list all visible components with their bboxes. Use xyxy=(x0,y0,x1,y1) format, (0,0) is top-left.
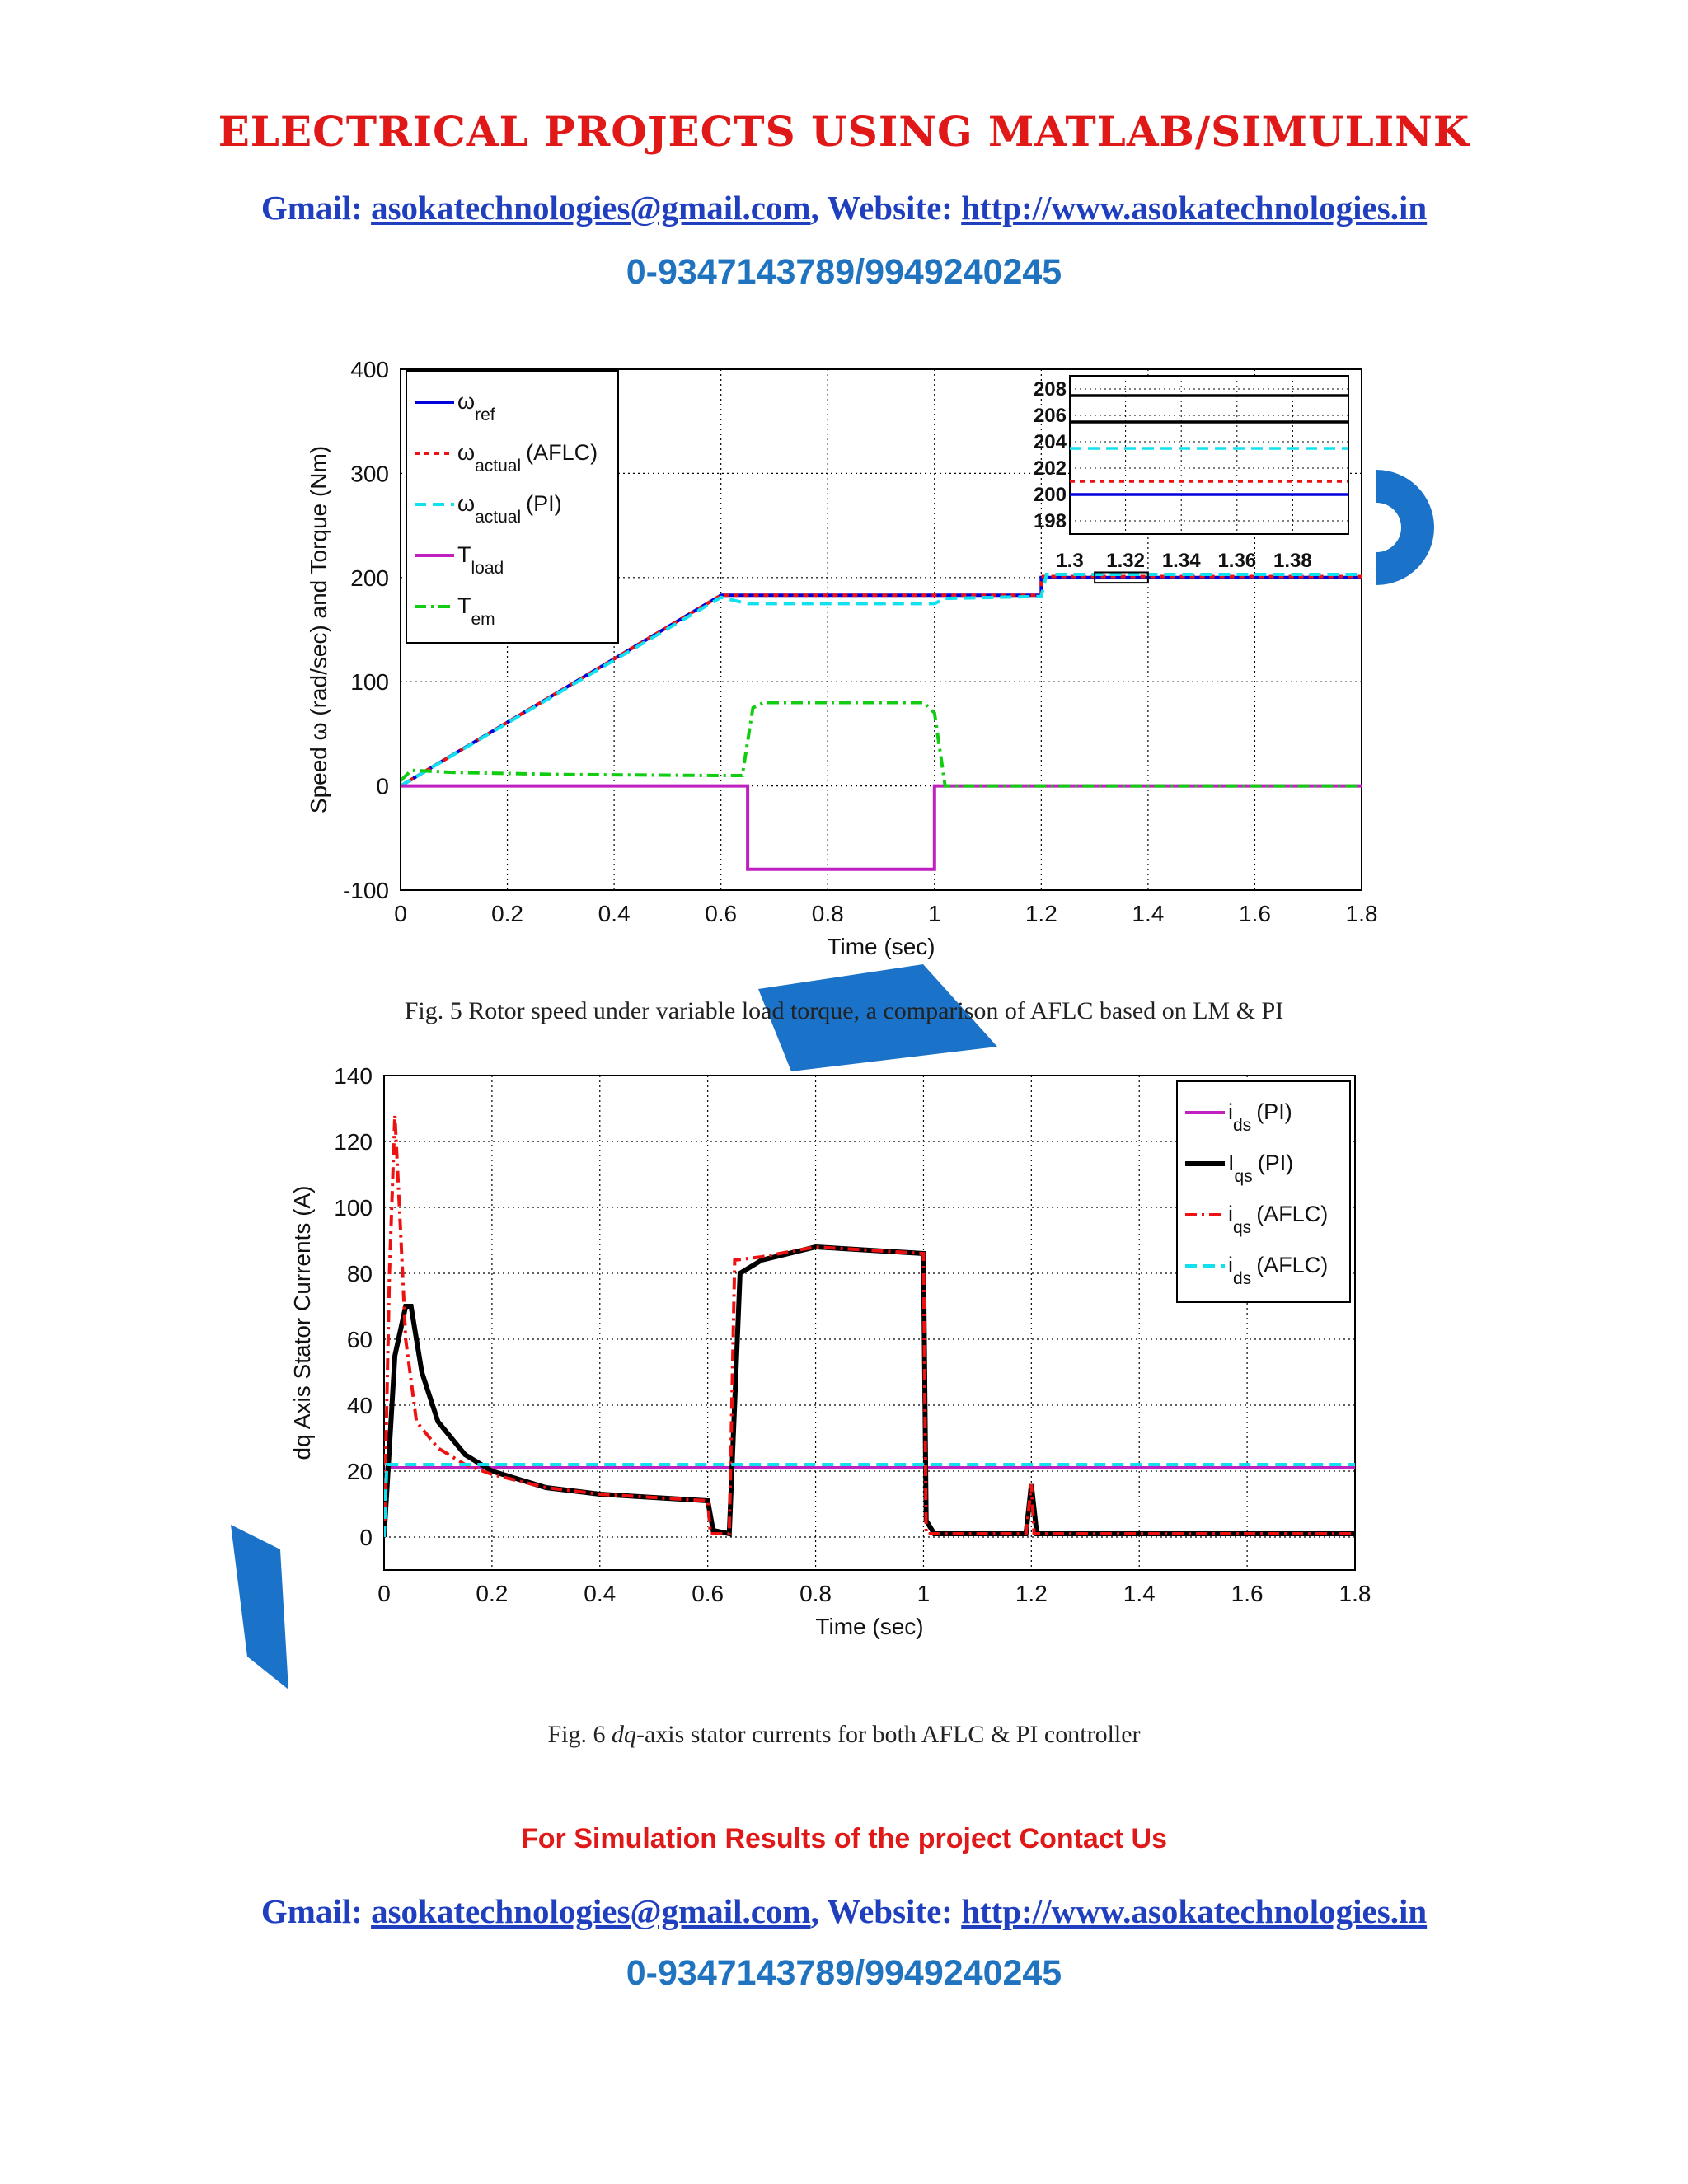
inset-x-tick: 1.38 xyxy=(1273,550,1312,572)
chart-legend xyxy=(1177,1081,1350,1302)
gmail-label: Gmail: xyxy=(260,189,363,227)
x-tick-label: 1.4 xyxy=(1132,901,1165,926)
y-tick-label: 80 xyxy=(346,1261,373,1286)
inset-y-tick: 208 xyxy=(1033,378,1067,401)
x-tick-label: 0.8 xyxy=(799,1581,832,1606)
stator-currents-chart xyxy=(289,1059,1451,1685)
inset-y-tick: 200 xyxy=(1033,484,1067,506)
y-tick-label: 400 xyxy=(350,357,389,382)
x-tick-label: 1.2 xyxy=(1015,1581,1048,1606)
y-tick-label: 20 xyxy=(346,1459,373,1484)
x-tick-label: 1 xyxy=(927,901,941,926)
legend-entry: $T_{load}$ xyxy=(457,542,504,578)
website-link[interactable]: http://www.asokatechnologies.in xyxy=(961,1892,1428,1930)
legend-entry: $\omega_{actual}(AFLC)$ xyxy=(457,440,598,476)
y-tick-label: 200 xyxy=(350,565,389,591)
y-axis-label: Speed ω (rad/sec) and Torque (Nm) xyxy=(306,445,331,814)
x-tick-label: 1.8 xyxy=(1345,901,1378,926)
y-tick-label: 0 xyxy=(359,1525,373,1550)
email-link[interactable]: asokatechnologies@gmail.com xyxy=(371,189,811,227)
footer-contact: Gmail: asokatechnologies@gmail.com, Website: http://www.asokatechnologies.in xyxy=(260,1892,1428,1930)
inset-x-tick: 1.32 xyxy=(1106,550,1145,572)
contact-us-cta: For Simulation Results of the project Contact Us xyxy=(521,1823,1167,1854)
x-tick-label: 0 xyxy=(394,901,407,926)
x-tick-label: 0.4 xyxy=(584,1581,617,1606)
x-tick-label: 0 xyxy=(377,1581,391,1606)
x-tick-label: 1.6 xyxy=(1238,901,1271,926)
x-tick-label: 0.8 xyxy=(811,901,844,926)
x-tick-label: 0.6 xyxy=(705,901,738,926)
gmail-label: Gmail: xyxy=(260,1892,363,1930)
email-link[interactable]: asokatechnologies@gmail.com xyxy=(371,1892,811,1930)
y-axis-label: dq Axis Stator Currents (A) xyxy=(289,1185,315,1460)
y-tick-label: 0 xyxy=(376,773,389,799)
inset-frame xyxy=(1070,376,1348,534)
x-tick-label: 1.4 xyxy=(1123,1581,1156,1606)
x-tick-label: 1.6 xyxy=(1231,1581,1264,1606)
footer-phone: 0-9347143789/9949240245 xyxy=(626,1953,1062,1993)
header-contact: Gmail: asokatechnologies@gmail.com, Website: http://www.asokatechnologies.in xyxy=(260,189,1428,227)
legend-box xyxy=(406,371,618,643)
x-tick-label: 0.4 xyxy=(598,901,631,926)
x-tick-label: 1 xyxy=(917,1581,931,1606)
x-tick-label: 0.2 xyxy=(476,1581,509,1606)
legend-entry: $T_{em}$ xyxy=(457,593,495,629)
y-tick-label: 100 xyxy=(334,1195,373,1221)
y-tick-label: 60 xyxy=(346,1327,373,1352)
legend-entry: $i_{ds}(AFLC)$ xyxy=(1228,1253,1329,1288)
inset-y-tick: 202 xyxy=(1033,457,1067,480)
inset-y-tick: 198 xyxy=(1033,510,1067,532)
y-tick-label: 120 xyxy=(334,1129,373,1155)
website-label: Website: xyxy=(827,1892,953,1930)
x-axis-label: Time (sec) xyxy=(827,934,935,959)
inset-x-tick: 1.3 xyxy=(1056,550,1084,572)
x-tick-label: 0.2 xyxy=(491,901,524,926)
y-tick-label: 300 xyxy=(350,461,389,487)
x-axis-label: Time (sec) xyxy=(815,1614,924,1639)
header-phone: 0-9347143789/9949240245 xyxy=(626,252,1062,292)
legend-entry: $i_{qs}(AFLC)$ xyxy=(1228,1202,1329,1237)
inset-y-tick: 204 xyxy=(1033,431,1067,453)
website-label: Website: xyxy=(827,189,953,227)
chart-legend xyxy=(406,371,618,643)
inset-y-tick: 206 xyxy=(1033,405,1067,427)
legend-entry: $\omega_{ref}$ xyxy=(457,389,495,424)
x-tick-label: 1.8 xyxy=(1339,1581,1372,1606)
page-title: ELECTRICAL PROJECTS USING MATLAB/SIMULINK xyxy=(218,107,1470,156)
y-tick-label: -100 xyxy=(342,878,389,903)
y-tick-label: 100 xyxy=(350,669,389,696)
website-link[interactable]: http://www.asokatechnologies.in xyxy=(961,189,1428,227)
legend-entry: $I_{qs}(PI)$ xyxy=(1228,1151,1294,1186)
fig6-caption: Fig. 6 dq-axis stator currents for both AFLC & PI controller xyxy=(547,1721,1141,1748)
inset-x-tick: 1.36 xyxy=(1217,550,1257,572)
speed-torque-chart xyxy=(297,346,1451,959)
legend-entry: $i_{ds}(PI)$ xyxy=(1228,1099,1292,1135)
x-tick-label: 0.6 xyxy=(692,1581,724,1606)
x-tick-label: 1.2 xyxy=(1025,901,1057,926)
y-tick-label: 40 xyxy=(346,1393,373,1418)
inset-x-tick: 1.34 xyxy=(1161,550,1201,572)
fig5-caption: Fig. 5 Rotor speed under variable load torque, a comparison of AFLC based on LM & PI xyxy=(404,997,1284,1024)
y-tick-label: 140 xyxy=(334,1063,373,1089)
legend-entry: $\omega_{actual}(PI)$ xyxy=(457,491,562,527)
